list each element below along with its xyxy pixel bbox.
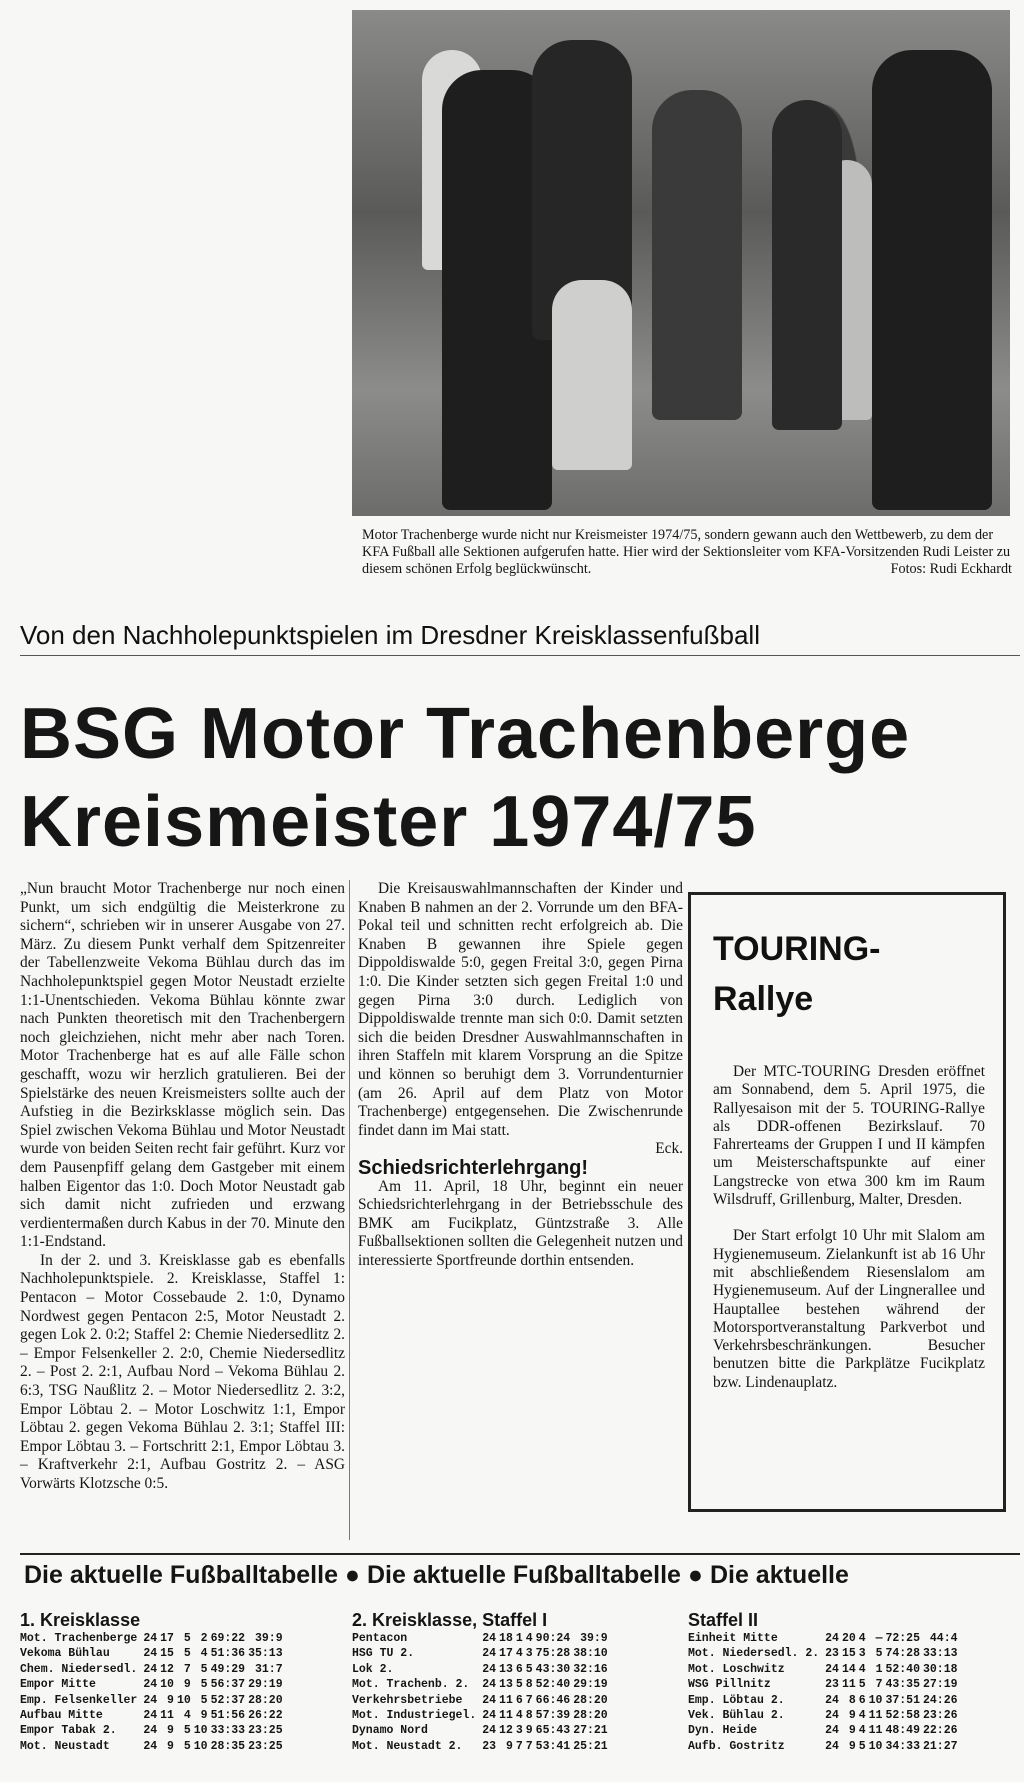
kicker-rule bbox=[20, 655, 1020, 656]
stat-cell: 24 bbox=[482, 1678, 497, 1692]
team-name: Dyn. Heide bbox=[688, 1724, 758, 1738]
stat-cell: 9 bbox=[167, 1724, 174, 1738]
stat-cell: 23:26 bbox=[922, 1709, 958, 1723]
team-name: WSG Pillnitz bbox=[688, 1678, 771, 1692]
stat-cell: 51:56 bbox=[210, 1709, 246, 1723]
headline-line-2: Kreismeister 1974/75 bbox=[20, 782, 757, 862]
stat-cell: 34:33 bbox=[885, 1739, 920, 1753]
stat-cell: 24 bbox=[482, 1724, 497, 1738]
stat-cell: 48:49 bbox=[885, 1724, 920, 1738]
stat-cell: 74:28 bbox=[885, 1647, 920, 1661]
stat-cell: 5 bbox=[525, 1662, 533, 1676]
stat-cell: 24:26 bbox=[922, 1693, 958, 1707]
stat-cell: 21:27 bbox=[922, 1739, 958, 1753]
touring-rallye-box bbox=[688, 892, 1006, 1512]
stat-cell: 15 bbox=[841, 1647, 856, 1661]
stat-cell: 11 bbox=[499, 1709, 513, 1723]
caption-text: Motor Trachenberge wurde nicht nur Kreismeister 1974/75, sondern gewann auch den Wettbewerb, zu dem der KFA Fußball alle Sektionen aufgerufen hatte. Hier wird der Sektionsleiter vom KFA-Vorsitzenden Rudi Leister zu diesem schönen Erfolg beglückwünscht. bbox=[362, 527, 1011, 577]
team-name: Mot. Industriegel. bbox=[352, 1709, 477, 1723]
stat-cell: 52:37 bbox=[210, 1693, 246, 1707]
table-row bbox=[20, 1631, 286, 1646]
stat-cell: 20 bbox=[841, 1632, 856, 1645]
stat-cell: 69:22 bbox=[210, 1632, 246, 1645]
stat-cell: 52:40 bbox=[885, 1662, 920, 1676]
team-name: Chem. Niedersedl. bbox=[20, 1662, 138, 1676]
stat-cell: 5 bbox=[183, 1647, 191, 1661]
stat-cell: 24 bbox=[143, 1662, 158, 1676]
team-name: Lok 2. bbox=[352, 1662, 394, 1676]
stat-cell: 3 bbox=[858, 1647, 866, 1661]
stat-cell: 4 bbox=[858, 1724, 866, 1738]
team-name: Aufb. Gostritz bbox=[688, 1739, 785, 1753]
stat-cell: 44:4 bbox=[929, 1632, 958, 1645]
stat-cell: 10 bbox=[193, 1724, 208, 1738]
stat-cell: 11 bbox=[868, 1724, 883, 1738]
table-row bbox=[688, 1723, 961, 1738]
stat-cell: 4 bbox=[525, 1632, 533, 1645]
table-row bbox=[20, 1723, 286, 1738]
stat-cell: 10 bbox=[193, 1739, 208, 1753]
table-row bbox=[20, 1677, 286, 1692]
table-row bbox=[688, 1631, 961, 1646]
stat-cell: 10 bbox=[868, 1693, 883, 1707]
box-paragraph-1: Der MTC-TOURING Dresden eröffnet am Sonnabend, dem 5. April 1975, die Rallyesaison mit der 5. TOURING-Rallye als DDR-offenen Bezirkslauf. 70 Fahrerteams der Gruppen I und II kämpfen um Meisterschaftspunkte auf einer Langstrecke von etwa 300 km im Raum Wilsdruff, Grillenburg, Malter, Dresden. bbox=[713, 1063, 985, 1209]
stat-cell: 6 bbox=[515, 1693, 523, 1707]
stat-cell: 12 bbox=[499, 1724, 513, 1738]
stat-cell: 5 bbox=[858, 1678, 866, 1692]
stat-cell: 24 bbox=[482, 1693, 497, 1707]
stat-cell: 1 bbox=[515, 1632, 523, 1645]
stat-cell: 9 bbox=[848, 1739, 856, 1753]
column-divider bbox=[349, 880, 350, 1540]
team-name: Pentacon bbox=[352, 1632, 408, 1645]
table-row bbox=[688, 1646, 961, 1661]
stat-cell: 23 bbox=[825, 1647, 839, 1661]
table-banner: Die aktuelle Fußballtabelle ● Die aktuelle Fußballtabelle ● Die aktuelle bbox=[24, 1561, 849, 1589]
stat-cell: 14 bbox=[841, 1662, 856, 1676]
stat-cell: 27:21 bbox=[573, 1724, 608, 1738]
box-title-line-2: Rallye bbox=[713, 980, 814, 1018]
standings-table bbox=[688, 1631, 961, 1754]
stat-cell: 24 bbox=[825, 1739, 839, 1753]
stat-cell: 24 bbox=[825, 1632, 839, 1645]
stat-cell: 52:58 bbox=[885, 1709, 920, 1723]
table-staffel-1 bbox=[352, 1610, 682, 1754]
table-row bbox=[20, 1646, 286, 1661]
photo-caption bbox=[362, 527, 1012, 578]
team-name: Mot. Trachenb. 2. bbox=[352, 1678, 470, 1692]
article-author: Eck. bbox=[655, 1140, 683, 1158]
stat-cell: 23 bbox=[825, 1678, 839, 1692]
photo-credit: Fotos: Rudi Eckhardt bbox=[890, 561, 1012, 577]
team-name: Aufbau Mitte bbox=[20, 1709, 103, 1723]
stat-cell: 49:29 bbox=[210, 1662, 246, 1676]
stat-cell: 24 bbox=[825, 1724, 839, 1738]
stat-cell: 6 bbox=[515, 1662, 523, 1676]
table-row bbox=[352, 1646, 611, 1661]
table-row bbox=[20, 1739, 286, 1754]
stat-cell: 10 bbox=[160, 1678, 174, 1692]
stat-cell: 24 bbox=[482, 1647, 497, 1661]
table-kreisklasse-1 bbox=[20, 1610, 350, 1754]
stat-cell: 24 bbox=[143, 1678, 158, 1692]
stat-cell: 35:13 bbox=[248, 1647, 283, 1661]
stat-cell: 11 bbox=[868, 1709, 883, 1723]
stat-cell: 39:9 bbox=[580, 1632, 608, 1645]
team-name: Mot. Niedersedl. 2. bbox=[688, 1647, 820, 1661]
stat-cell: 6 bbox=[858, 1693, 866, 1707]
stat-cell: 66:46 bbox=[535, 1693, 571, 1707]
stat-cell: 9 bbox=[167, 1693, 174, 1707]
stat-cell: 12 bbox=[160, 1662, 174, 1676]
stat-cell: 13 bbox=[499, 1662, 513, 1676]
stat-cell: 24 bbox=[143, 1739, 158, 1753]
stat-cell: 5 bbox=[200, 1678, 208, 1692]
stat-cell: 5 bbox=[183, 1724, 191, 1738]
stat-cell: 24 bbox=[143, 1632, 158, 1645]
table-row bbox=[352, 1723, 611, 1738]
stat-cell: 30:18 bbox=[922, 1662, 958, 1676]
table-title: 2. Kreisklasse, Staffel I bbox=[352, 1610, 548, 1630]
stat-cell: 24 bbox=[825, 1662, 839, 1676]
table-row bbox=[352, 1693, 611, 1708]
kicker: Von den Nachholepunktspielen im Dresdner Kreisklassenfußball bbox=[20, 620, 760, 650]
table-section-rule bbox=[20, 1553, 1020, 1555]
stat-cell: 7 bbox=[875, 1678, 883, 1692]
stat-cell: 23 bbox=[482, 1739, 497, 1753]
stat-cell: 51:36 bbox=[210, 1647, 246, 1661]
table-row bbox=[352, 1739, 611, 1754]
stat-cell: 10 bbox=[176, 1693, 191, 1707]
stat-cell: 4 bbox=[858, 1662, 866, 1676]
table-title: Staffel II bbox=[688, 1610, 759, 1630]
stat-cell: 43:35 bbox=[885, 1678, 920, 1692]
article-paragraph-2: In der 2. und 3. Kreisklasse gab es ebenfalls Nachholepunktspiele. 2. Kreisklasse, Staffel 1: Pentacon – Motor Cossebaude 2. 1:0, Dynamo Nordwest gegen Pentacon 2:5, Motor Neustadt 2. gegen Lok 2. 0:2; Staffel 2: Chemie Niedersedlitz 2. – Empor Felsenkeller 2. 2:0, Chemie Niedersedlitz 2. – Post 2. 2:1, Aufbau Nord – Vekoma Bühlau 2. 6:3, TSG Naußlitz 2. – Motor Niedersedlitz 2. 3:2, Empor Löbtau 2. – Motor Loschwitz 1:1, Empor Löbtau 2. gegen Vekoma Bühlau 2. 3:1; Staffel III: Empor Löbtau 3. – Fortschritt 2:1, Empor Löbtau 3. – Kraftverkehr 2:1, Aufbau Gostritz 2. – ASG Vorwärts Klotzsche 0:5. bbox=[20, 1251, 345, 1492]
stat-cell: 24 bbox=[482, 1709, 497, 1723]
article-paragraph-4: Am 11. April, 18 Uhr, beginnt ein neuer Schiedsrichterlehrgang in der Betriebsschule des BMK am Fucikplatz, Güntzstraße 3. Alle Fußballsektionen sollten die Gelegenheit nutzen und interessierte Sportfreunde dorthin entsenden. bbox=[358, 1177, 683, 1269]
team-name: Empor Mitte bbox=[20, 1678, 96, 1692]
article-paragraph-3: Die Kreisauswahlmannschaften der Kinder und Knaben B nahmen an der 2. Vorrunde um den BFA-Pokal teil und schnitten recht erfolgreich ab. Die Knaben B gewannen ihre Spiele gegen Dippoldiswalde 5:0, gegen Freital 3:0, gegen Pirna 1:0. Die Kinder setzten sich gegen Freital 1:0 und gegen Pirna 3:0 durch. Lediglich von Dippoldiswalde trennte man sich 0:0. Damit setzten sich die beiden Dresdner Auswahlmannschaften in ihren Staffeln mit klarem Vorsprung an die Spitze und können so beruhigt dem 3. Vorrundenturnier (am 26. April auf dem Platz von Motor Trachenberge) entgegensehen. Die Zwischenrunde findet dann im Mai statt. bbox=[358, 880, 683, 1139]
stat-cell: 52:40 bbox=[535, 1678, 571, 1692]
stat-cell: 5 bbox=[200, 1693, 208, 1707]
article-subhead: Schiedsrichterlehrgang! bbox=[358, 1156, 589, 1179]
stat-cell: 9 bbox=[525, 1724, 533, 1738]
team-name: Mot. Loschwitz bbox=[688, 1662, 785, 1676]
table-row bbox=[20, 1662, 286, 1677]
stat-cell: 9 bbox=[505, 1739, 513, 1753]
stat-cell: 17 bbox=[160, 1632, 174, 1645]
team-name: Dynamo Nord bbox=[352, 1724, 428, 1738]
stat-cell: 9 bbox=[167, 1739, 174, 1753]
table-row bbox=[20, 1708, 286, 1723]
stat-cell: 5 bbox=[183, 1739, 191, 1753]
stat-cell: 24 bbox=[143, 1693, 158, 1707]
stat-cell: 9 bbox=[200, 1709, 208, 1723]
stat-cell: 5 bbox=[858, 1739, 866, 1753]
team-name: Empor Tabak 2. bbox=[20, 1724, 117, 1738]
stat-cell: 7 bbox=[525, 1693, 533, 1707]
table-row bbox=[352, 1677, 611, 1692]
stat-cell: 32:16 bbox=[573, 1662, 608, 1676]
team-name: Verkehrsbetriebe bbox=[352, 1693, 463, 1707]
headline-line-1: BSG Motor Trachenberge bbox=[20, 694, 911, 774]
stat-cell: 8 bbox=[525, 1709, 533, 1723]
team-name: Emp. Löbtau 2. bbox=[688, 1693, 785, 1707]
stat-cell: 23:25 bbox=[248, 1739, 283, 1753]
stat-cell: 4 bbox=[183, 1709, 191, 1723]
stat-cell: 4 bbox=[515, 1709, 523, 1723]
stat-cell: 22:26 bbox=[922, 1724, 958, 1738]
stat-cell: 57:39 bbox=[535, 1709, 571, 1723]
team-name: Mot. Trachenberge bbox=[20, 1632, 138, 1645]
stat-cell: 4 bbox=[858, 1709, 866, 1723]
table-row bbox=[688, 1662, 961, 1677]
stat-cell: 11 bbox=[841, 1678, 856, 1692]
stat-cell: 8 bbox=[525, 1678, 533, 1692]
table-row bbox=[688, 1677, 961, 1692]
stat-cell: 90:24 bbox=[535, 1632, 571, 1645]
stat-cell: 1 bbox=[875, 1662, 883, 1676]
stat-cell: 33:13 bbox=[922, 1647, 958, 1661]
stat-cell: 75:28 bbox=[535, 1647, 571, 1661]
stat-cell: 24 bbox=[143, 1724, 158, 1738]
stat-cell: 4 bbox=[200, 1647, 208, 1661]
stat-cell: — bbox=[875, 1632, 883, 1645]
stat-cell: 29:19 bbox=[248, 1678, 283, 1692]
stat-cell: 5 bbox=[200, 1662, 208, 1676]
table-row bbox=[688, 1739, 961, 1754]
headline bbox=[20, 690, 1020, 866]
table-row bbox=[352, 1631, 611, 1646]
article-column-1 bbox=[20, 880, 345, 1494]
stat-cell: 24 bbox=[482, 1662, 497, 1676]
table-row bbox=[688, 1708, 961, 1723]
team-name: Vekoma Bühlau bbox=[20, 1647, 110, 1661]
stat-cell: 18 bbox=[499, 1632, 513, 1645]
stat-cell: 65:43 bbox=[535, 1724, 571, 1738]
stat-cell: 23:25 bbox=[248, 1724, 283, 1738]
stat-cell: 53:41 bbox=[535, 1739, 571, 1753]
article-paragraph-1: „Nun braucht Motor Trachenberge nur noch einen Punkt, um sich endgültig die Meisterkrone zu sichern“, schrieben wir in unserer Ausgabe von 27. März. Zu diesem Punkt verhalf dem Spitzenreiter der Tabellenzweite Vekoma Bühlau durch das im Nachholepunktspiel gegen Motor Neustadt erzielte 1:1-Unentschieden. Vekoma Bühlau könnte zwar nach Punkten theoretisch mit den Trachenbergern noch gleichziehen, nicht mehr aber nach Toren. Motor Trachenberge hat es auf alle Fälle schon geschafft, wozu wir herzlich gratulieren. Bei der Spielstärke des neuen Kreismeisters sollte auch der Aufstieg in die Bezirksklasse möglich sein. Das Spiel zwischen Vekoma Bühlau und Motor Neustadt wurde von beiden Seiten recht fair geführt. Kurz vor dem Pausenpfiff gelang dem Gastgeber mit einem halben Eigentor das 1:0. Doch Motor Neustadt gab sich damit nicht zufrieden und erzwang verdientermaßen durch Kabus in der 70. Minute den 1:1-Endstand. bbox=[20, 880, 345, 1251]
stat-cell: 8 bbox=[848, 1693, 856, 1707]
stat-cell: 28:20 bbox=[248, 1693, 283, 1707]
team-name: Mot. Neustadt bbox=[20, 1739, 110, 1753]
stat-cell: 31:7 bbox=[255, 1662, 283, 1676]
stat-cell: 27:19 bbox=[922, 1678, 958, 1692]
stat-cell: 5 bbox=[515, 1678, 523, 1692]
stat-cell: 39:9 bbox=[255, 1632, 283, 1645]
team-name: Emp. Felsenkeller bbox=[20, 1693, 138, 1707]
team-name: HSG TU 2. bbox=[352, 1647, 415, 1661]
stat-cell: 28:20 bbox=[573, 1709, 608, 1723]
stat-cell: 56:37 bbox=[210, 1678, 246, 1692]
stat-cell: 10 bbox=[868, 1739, 883, 1753]
stat-cell: 9 bbox=[848, 1724, 856, 1738]
stat-cell: 17 bbox=[499, 1647, 513, 1661]
box-body bbox=[713, 1063, 985, 1392]
stat-cell: 25:21 bbox=[573, 1739, 608, 1753]
stat-cell: 33:33 bbox=[210, 1724, 246, 1738]
stat-cell: 9 bbox=[183, 1678, 191, 1692]
stat-cell: 11 bbox=[499, 1693, 513, 1707]
news-photo bbox=[352, 10, 1010, 516]
box-paragraph-2: Der Start erfolgt 10 Uhr mit Slalom am Hygienemuseum. Zielankunft ist ab 16 Uhr mit abschließendem Riesenslalom am Hygienemuseum. Auf der Lingnerallee und Hauptallee bestehen während der Motorsportveranstaltung Parkverbot und Verkehrsbeschränkungen. Besucher benutzen bitte die Parkplätze Fucikplatz bzw. Lindenauplatz. bbox=[713, 1227, 985, 1391]
stat-cell: 2 bbox=[200, 1632, 208, 1645]
stat-cell: 3 bbox=[525, 1647, 533, 1661]
stat-cell: 7 bbox=[183, 1662, 191, 1676]
table-row bbox=[20, 1693, 286, 1708]
team-name: Einheit Mitte bbox=[688, 1632, 778, 1645]
stat-cell: 37:51 bbox=[885, 1693, 920, 1707]
standings-table bbox=[20, 1631, 286, 1754]
standings-table bbox=[352, 1631, 611, 1754]
stat-cell: 5 bbox=[183, 1632, 191, 1645]
table-staffel-2 bbox=[688, 1610, 1018, 1754]
stat-cell: 26:22 bbox=[248, 1709, 283, 1723]
stat-cell: 38:10 bbox=[573, 1647, 608, 1661]
stat-cell: 7 bbox=[525, 1739, 533, 1753]
article-column-2 bbox=[358, 880, 683, 1270]
stat-cell: 3 bbox=[515, 1724, 523, 1738]
box-title-line-1: TOURING- bbox=[713, 930, 881, 968]
stat-cell: 4 bbox=[515, 1647, 523, 1661]
stat-cell: 29:19 bbox=[573, 1678, 608, 1692]
stat-cell: 24 bbox=[482, 1632, 497, 1645]
stat-cell: 11 bbox=[160, 1709, 174, 1723]
team-name: Vek. Bühlau 2. bbox=[688, 1709, 785, 1723]
stat-cell: 4 bbox=[858, 1632, 866, 1645]
stat-cell: 24 bbox=[825, 1693, 839, 1707]
stat-cell: 15 bbox=[160, 1647, 174, 1661]
stat-cell: 9 bbox=[848, 1709, 856, 1723]
stat-cell: 28:35 bbox=[210, 1739, 246, 1753]
stat-cell: 28:20 bbox=[573, 1693, 608, 1707]
table-row bbox=[688, 1693, 961, 1708]
stat-cell: 24 bbox=[143, 1709, 158, 1723]
table-row bbox=[352, 1662, 611, 1677]
stat-cell: 24 bbox=[825, 1709, 839, 1723]
table-title: 1. Kreisklasse bbox=[20, 1610, 141, 1630]
team-name: Mot. Neustadt 2. bbox=[352, 1739, 463, 1753]
stat-cell: 13 bbox=[499, 1678, 513, 1692]
table-row bbox=[352, 1708, 611, 1723]
stat-cell: 24 bbox=[143, 1647, 158, 1661]
stat-cell: 43:30 bbox=[535, 1662, 571, 1676]
stat-cell: 5 bbox=[875, 1647, 883, 1661]
stat-cell: 72:25 bbox=[885, 1632, 920, 1645]
stat-cell: 7 bbox=[515, 1739, 523, 1753]
